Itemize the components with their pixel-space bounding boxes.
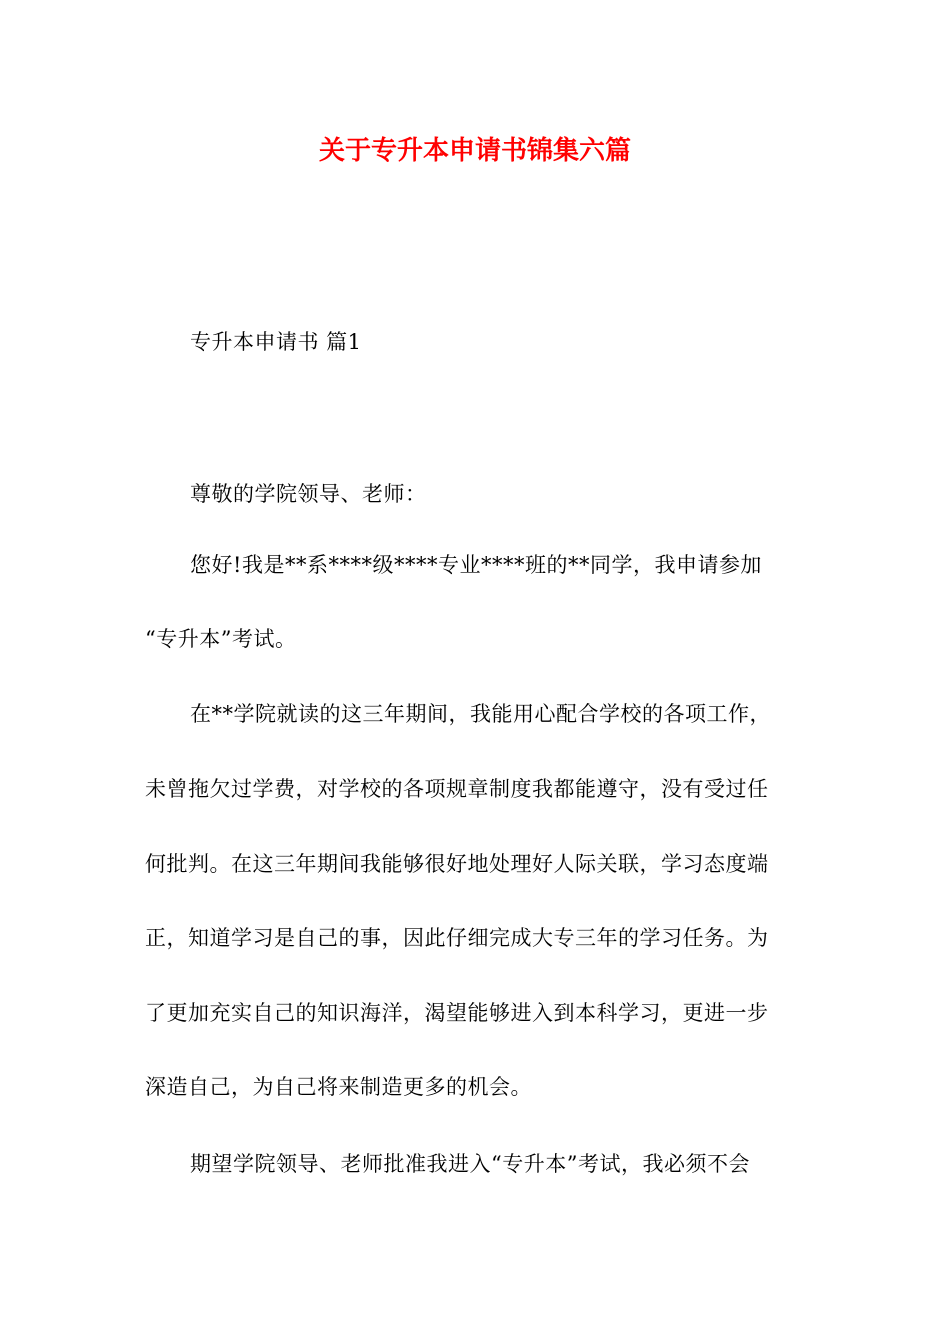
paragraph-line: 深造自己，为自己将来制造更多的机会。 xyxy=(145,1075,532,1099)
salutation-line: 尊敬的学院领导、老师： xyxy=(190,482,427,506)
paragraph-line: 期望学院领导、老师批准我进入“专升本”考试，我必须不会 xyxy=(190,1152,750,1176)
section-heading: 专升本申请书 篇1 xyxy=(190,330,362,354)
paragraph-line: 您好!我是**系****级****专业****班的**同学，我申请参加 xyxy=(190,553,762,577)
paragraph-line: 未曾拖欠过学费，对学校的各项规章制度我都能遵守，没有受过任 xyxy=(145,777,769,801)
paragraph-line: 何批判。在这三年期间我能够很好地处理好人际关联，学习态度端 xyxy=(145,852,769,876)
paragraph-line: 了更加充实自己的知识海洋，渴望能够进入到本科学习，更进一步 xyxy=(145,1001,769,1025)
paragraph-line: 在**学院就读的这三年期间，我能用心配合学校的各项工作， xyxy=(190,702,771,726)
document-title: 关于专升本申请书锦集六篇 xyxy=(318,136,631,166)
paragraph-line: 正，知道学习是自己的事，因此仔细完成大专三年的学习任务。为 xyxy=(145,926,769,950)
paragraph-line: “专升本”考试。 xyxy=(145,627,297,651)
